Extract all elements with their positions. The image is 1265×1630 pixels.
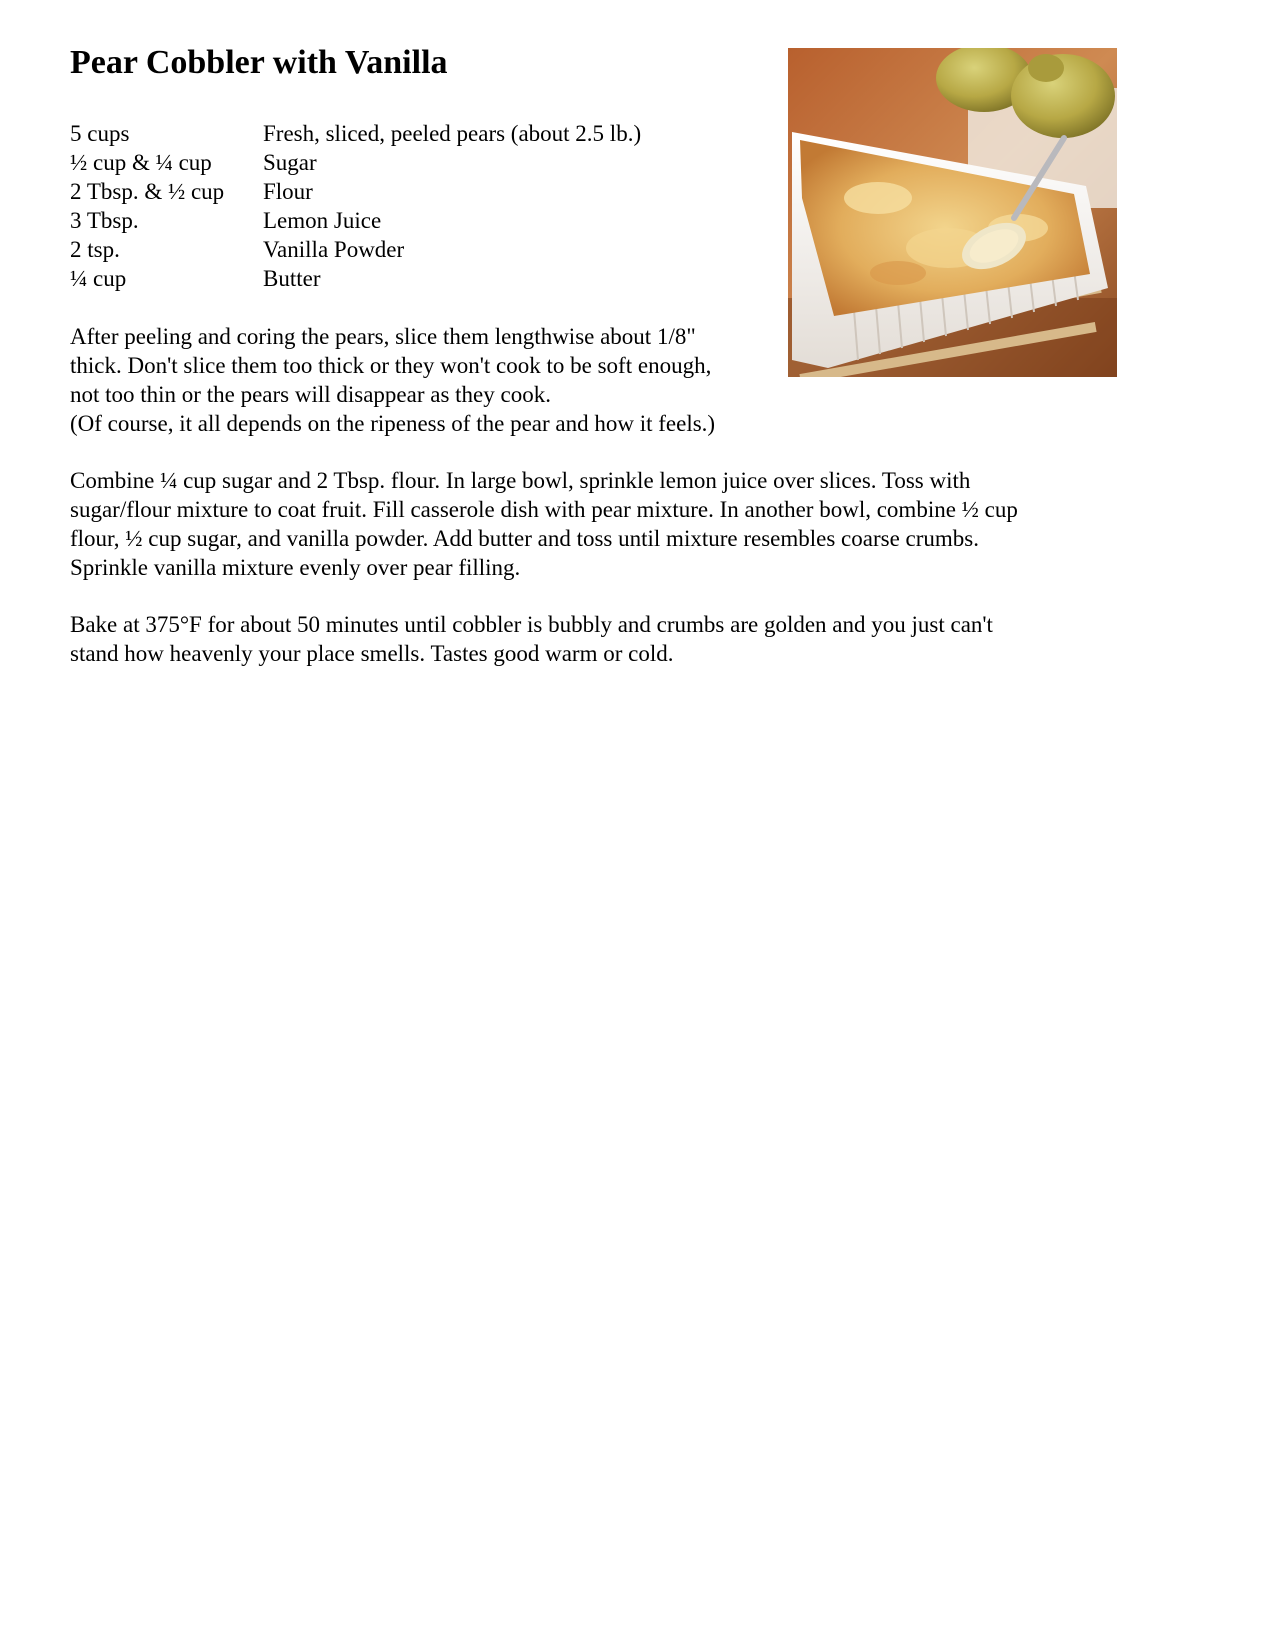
paragraph-line: Bake at 375°F for about 50 minutes until cobbler is bubbly and crumbs are golden and you just can't xyxy=(70,612,993,637)
paragraph-line: thick. Don't slice them too thick or they won't cook to be soft enough, xyxy=(70,353,712,378)
ingredient-name: Lemon Juice xyxy=(263,208,382,233)
ingredient-quantity: 3 Tbsp. xyxy=(70,208,139,233)
ingredient-name: Butter xyxy=(263,266,321,291)
paragraph-line: stand how heavenly your place smells. Tastes good warm or cold. xyxy=(70,641,674,666)
ingredient-quantity: 2 tsp. xyxy=(70,237,120,262)
ingredient-quantity: 2 Tbsp. & ½ cup xyxy=(70,179,225,204)
paragraph-line: not too thin or the pears will disappear as they cook. xyxy=(70,382,551,407)
paragraph-line: After peeling and coring the pears, slice them lengthwise about 1/8" xyxy=(70,324,696,349)
instructions-bake-paragraph xyxy=(70,610,993,668)
ingredient-name: Sugar xyxy=(263,150,317,175)
ingredient-list xyxy=(70,119,770,293)
ingredient-row xyxy=(70,264,770,293)
ingredient-row xyxy=(70,148,770,177)
ingredient-name: Vanilla Powder xyxy=(263,237,405,262)
instructions-prep-paragraph xyxy=(70,322,715,438)
ingredient-name: Fresh, sliced, peeled pears (about 2.5 lb.) xyxy=(263,121,642,146)
ingredient-row xyxy=(70,119,770,148)
instructions-mix-paragraph xyxy=(70,466,1018,582)
ingredient-row xyxy=(70,206,770,235)
paragraph-line: Combine ¼ cup sugar and 2 Tbsp. flour. In large bowl, sprinkle lemon juice over slices. Toss with xyxy=(70,468,971,493)
recipe-title: Pear Cobbler with Vanilla xyxy=(70,44,448,81)
ingredient-quantity: ½ cup & ¼ cup xyxy=(70,150,212,175)
paragraph-line: Sprinkle vanilla mixture evenly over pear filling. xyxy=(70,555,521,580)
ingredient-name: Flour xyxy=(263,179,313,204)
ingredient-row xyxy=(70,235,770,264)
paragraph-line: sugar/flour mixture to coat fruit. Fill casserole dish with pear mixture. In another bowl, combine ½ cup xyxy=(70,497,1018,522)
paragraph-line: flour, ½ cup sugar, and vanilla powder. Add butter and toss until mixture resembles coarse crumbs. xyxy=(70,526,980,551)
ingredient-row xyxy=(70,177,770,206)
cobbler-photo xyxy=(788,48,1117,377)
ingredient-quantity: 5 cups xyxy=(70,121,130,146)
paragraph-line: (Of course, it all depends on the ripeness of the pear and how it feels.) xyxy=(70,411,716,436)
ingredient-quantity: ¼ cup xyxy=(70,266,127,291)
